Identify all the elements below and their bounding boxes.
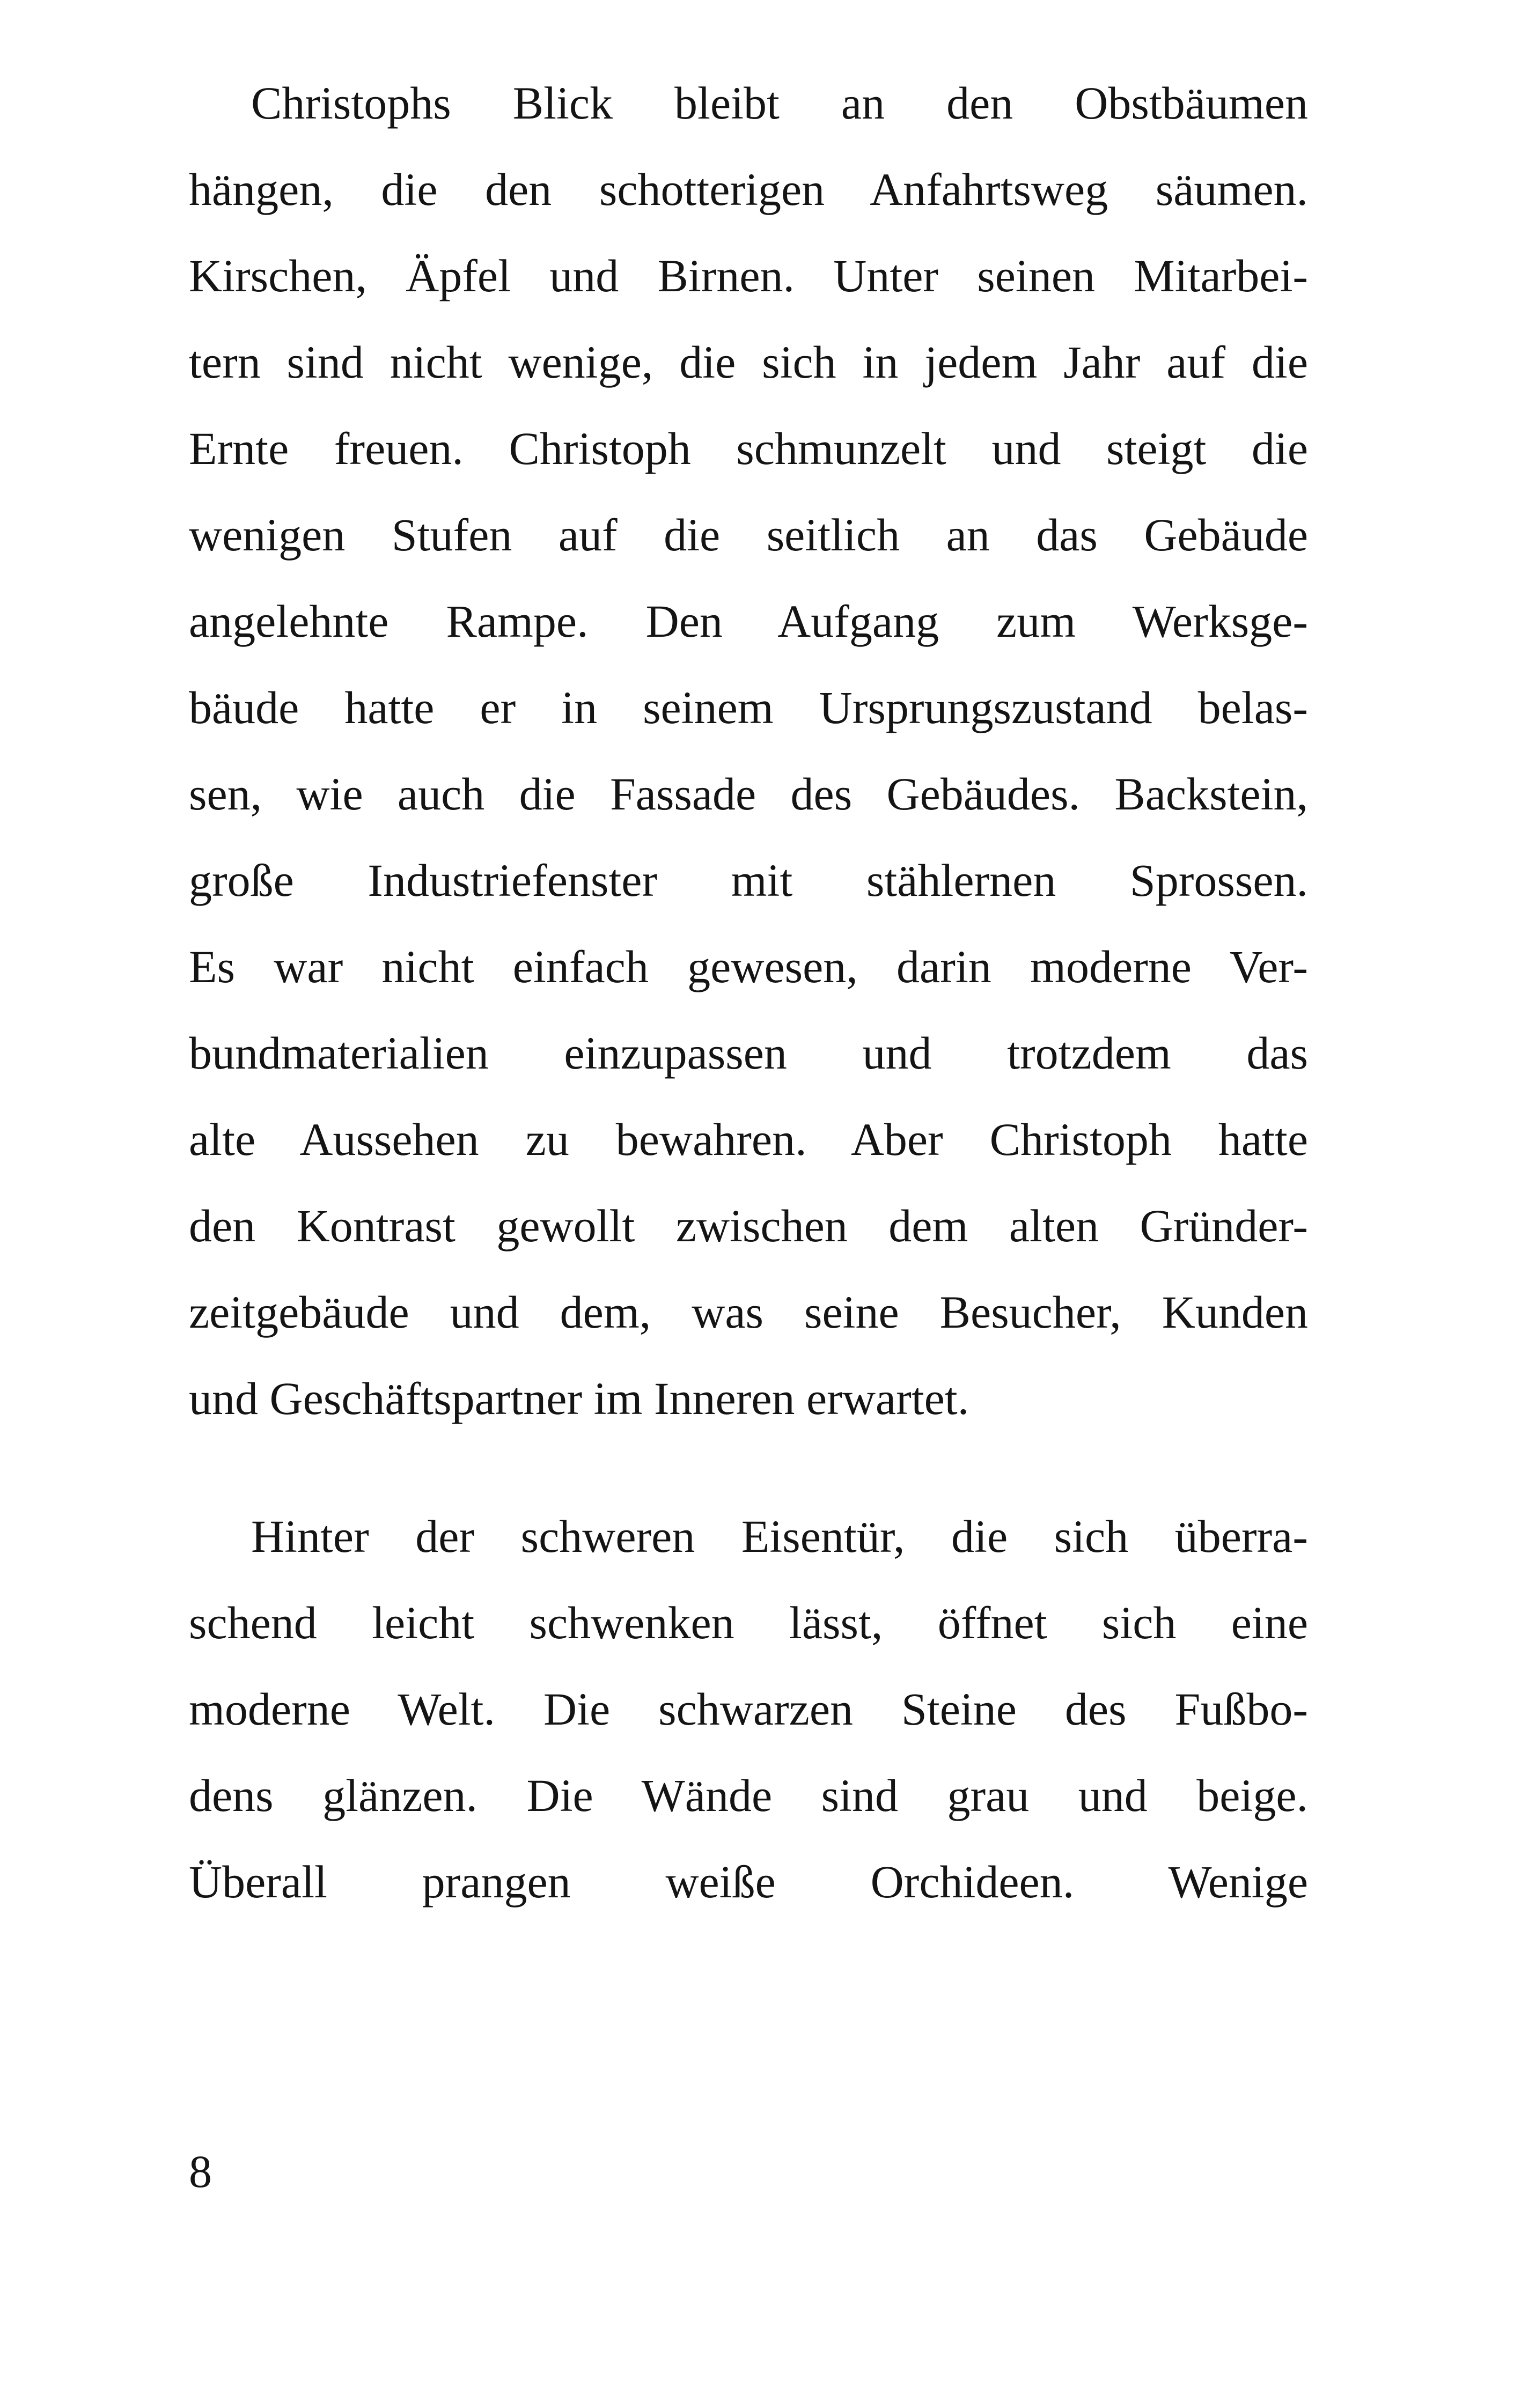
text-line: angelehnte Rampe. Den Aufgang zum Werksge- [189, 595, 1308, 647]
text-line: große Industriefenster mit stählernen Sprossen. [189, 855, 1308, 906]
text-line: Es war nicht einfach gewesen, darin moderne Ver- [189, 941, 1308, 992]
text-line: zeitgebäude und dem, was seine Besucher, Kunden [189, 1286, 1308, 1338]
text-line: Kirschen, Äpfel und Birnen. Unter seinen Mitarbei- [189, 250, 1308, 301]
page-number: 8 [189, 2146, 212, 2197]
paragraph [189, 60, 1308, 1442]
paragraph [189, 1493, 1308, 1925]
text-line: bäude hatte er in seinem Ursprungszustand belas- [189, 682, 1308, 733]
text-line: und Geschäftspartner im Inneren erwartet. [189, 1373, 969, 1424]
text-line: hängen, die den schotterigen Anfahrtsweg säumen. [189, 164, 1308, 215]
text-line: Überall prangen weiße Orchideen. Wenige [189, 1856, 1308, 1908]
text-line: schend leicht schwenken lässt, öffnet sich eine [189, 1597, 1308, 1648]
text-line: tern sind nicht wenige, die sich in jedem Jahr auf die [189, 336, 1308, 388]
text-line: bundmaterialien einzupassen und trotzdem das [189, 1027, 1308, 1079]
text-line: Hinter der schweren Eisentür, die sich überra- [251, 1511, 1308, 1562]
text-line: dens glänzen. Die Wände sind grau und beige. [189, 1770, 1308, 1821]
text-line: den Kontrast gewollt zwischen dem alten Gründer- [189, 1200, 1308, 1251]
text-line: alte Aussehen zu bewahren. Aber Christoph hatte [189, 1114, 1308, 1165]
text-block [189, 60, 1308, 1925]
text-line: Ernte freuen. Christoph schmunzelt und steigt die [189, 423, 1308, 474]
text-line: Christophs Blick bleibt an den Obstbäumen [251, 77, 1308, 129]
text-line: sen, wie auch die Fassade des Gebäudes. Backstein, [189, 768, 1308, 820]
text-line: moderne Welt. Die schwarzen Steine des Fußbo- [189, 1683, 1308, 1735]
text-line: wenigen Stufen auf die seitlich an das Gebäude [189, 509, 1308, 561]
